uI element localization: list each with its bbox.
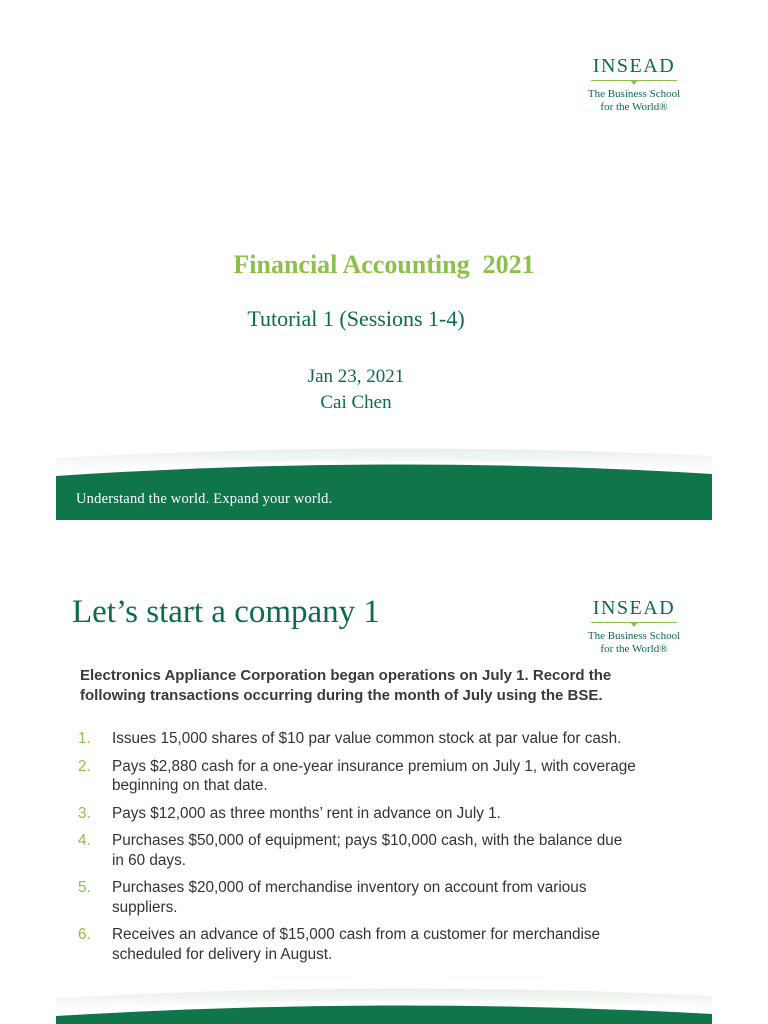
band-slogan: Understand the world. Expand your world. [76, 491, 333, 507]
logo-wordmark: INSEAD [592, 55, 676, 77]
logo-wordmark: INSEAD [592, 597, 676, 619]
green-footer-band [56, 980, 712, 1024]
logo-rule [591, 620, 677, 628]
list-number: 1. [78, 730, 91, 747]
list-item [78, 804, 638, 824]
list-item [78, 729, 638, 749]
logo-tagline-line1: The Business School [587, 630, 681, 642]
list-text: Issues 15,000 shares of $10 par value common stock at par value for cash. [112, 730, 622, 747]
insead-logo [581, 55, 687, 114]
logo-tagline-line2: for the World® [600, 643, 668, 655]
list-item [78, 878, 638, 917]
slide-title [56, 0, 712, 520]
logo-rule [591, 78, 677, 86]
list-text: Purchases $20,000 of merchandise inventory on account from various suppliers. [112, 879, 587, 916]
list-number: 3. [78, 804, 91, 822]
presentation-date: Jan 23, 2021 [307, 366, 405, 387]
list-item [78, 831, 638, 870]
green-footer-band [56, 440, 712, 520]
list-number: 5. [78, 879, 91, 896]
slide-heading: Let’s start a company 1 [72, 594, 380, 630]
intro-paragraph: Electronics Appliance Corporation began operations on July 1. Record the following transactions occurring during the month of July using the BSE. [80, 667, 612, 704]
list-text: Pays $12,000 as three months’ rent in advance on July 1. [112, 804, 501, 822]
logo-tagline-line1: The Business School [587, 88, 681, 100]
list-number: 2. [78, 757, 91, 775]
presentation-title: Financial Accounting 2021 [233, 250, 535, 279]
list-item [78, 757, 638, 796]
insead-logo [581, 597, 687, 656]
list-item [78, 925, 638, 964]
presentation-subtitle: Tutorial 1 (Sessions 1-4) [247, 306, 465, 331]
transaction-list [78, 729, 638, 972]
list-text: Receives an advance of $15,000 cash from a customer for merchandise scheduled for delivery in August. [112, 926, 601, 963]
logo-tagline-line2: for the World® [600, 101, 668, 113]
slide-content [56, 540, 712, 1024]
presentation-author: Cai Chen [320, 392, 392, 413]
list-text: Pays $2,880 cash for a one-year insurance premium on July 1, with coverage beginning on that date. [112, 757, 636, 794]
list-number: 6. [78, 926, 91, 943]
list-number: 4. [78, 832, 91, 849]
list-text: Purchases $50,000 of equipment; pays $10,000 cash, with the balance due in 60 days. [112, 832, 623, 869]
